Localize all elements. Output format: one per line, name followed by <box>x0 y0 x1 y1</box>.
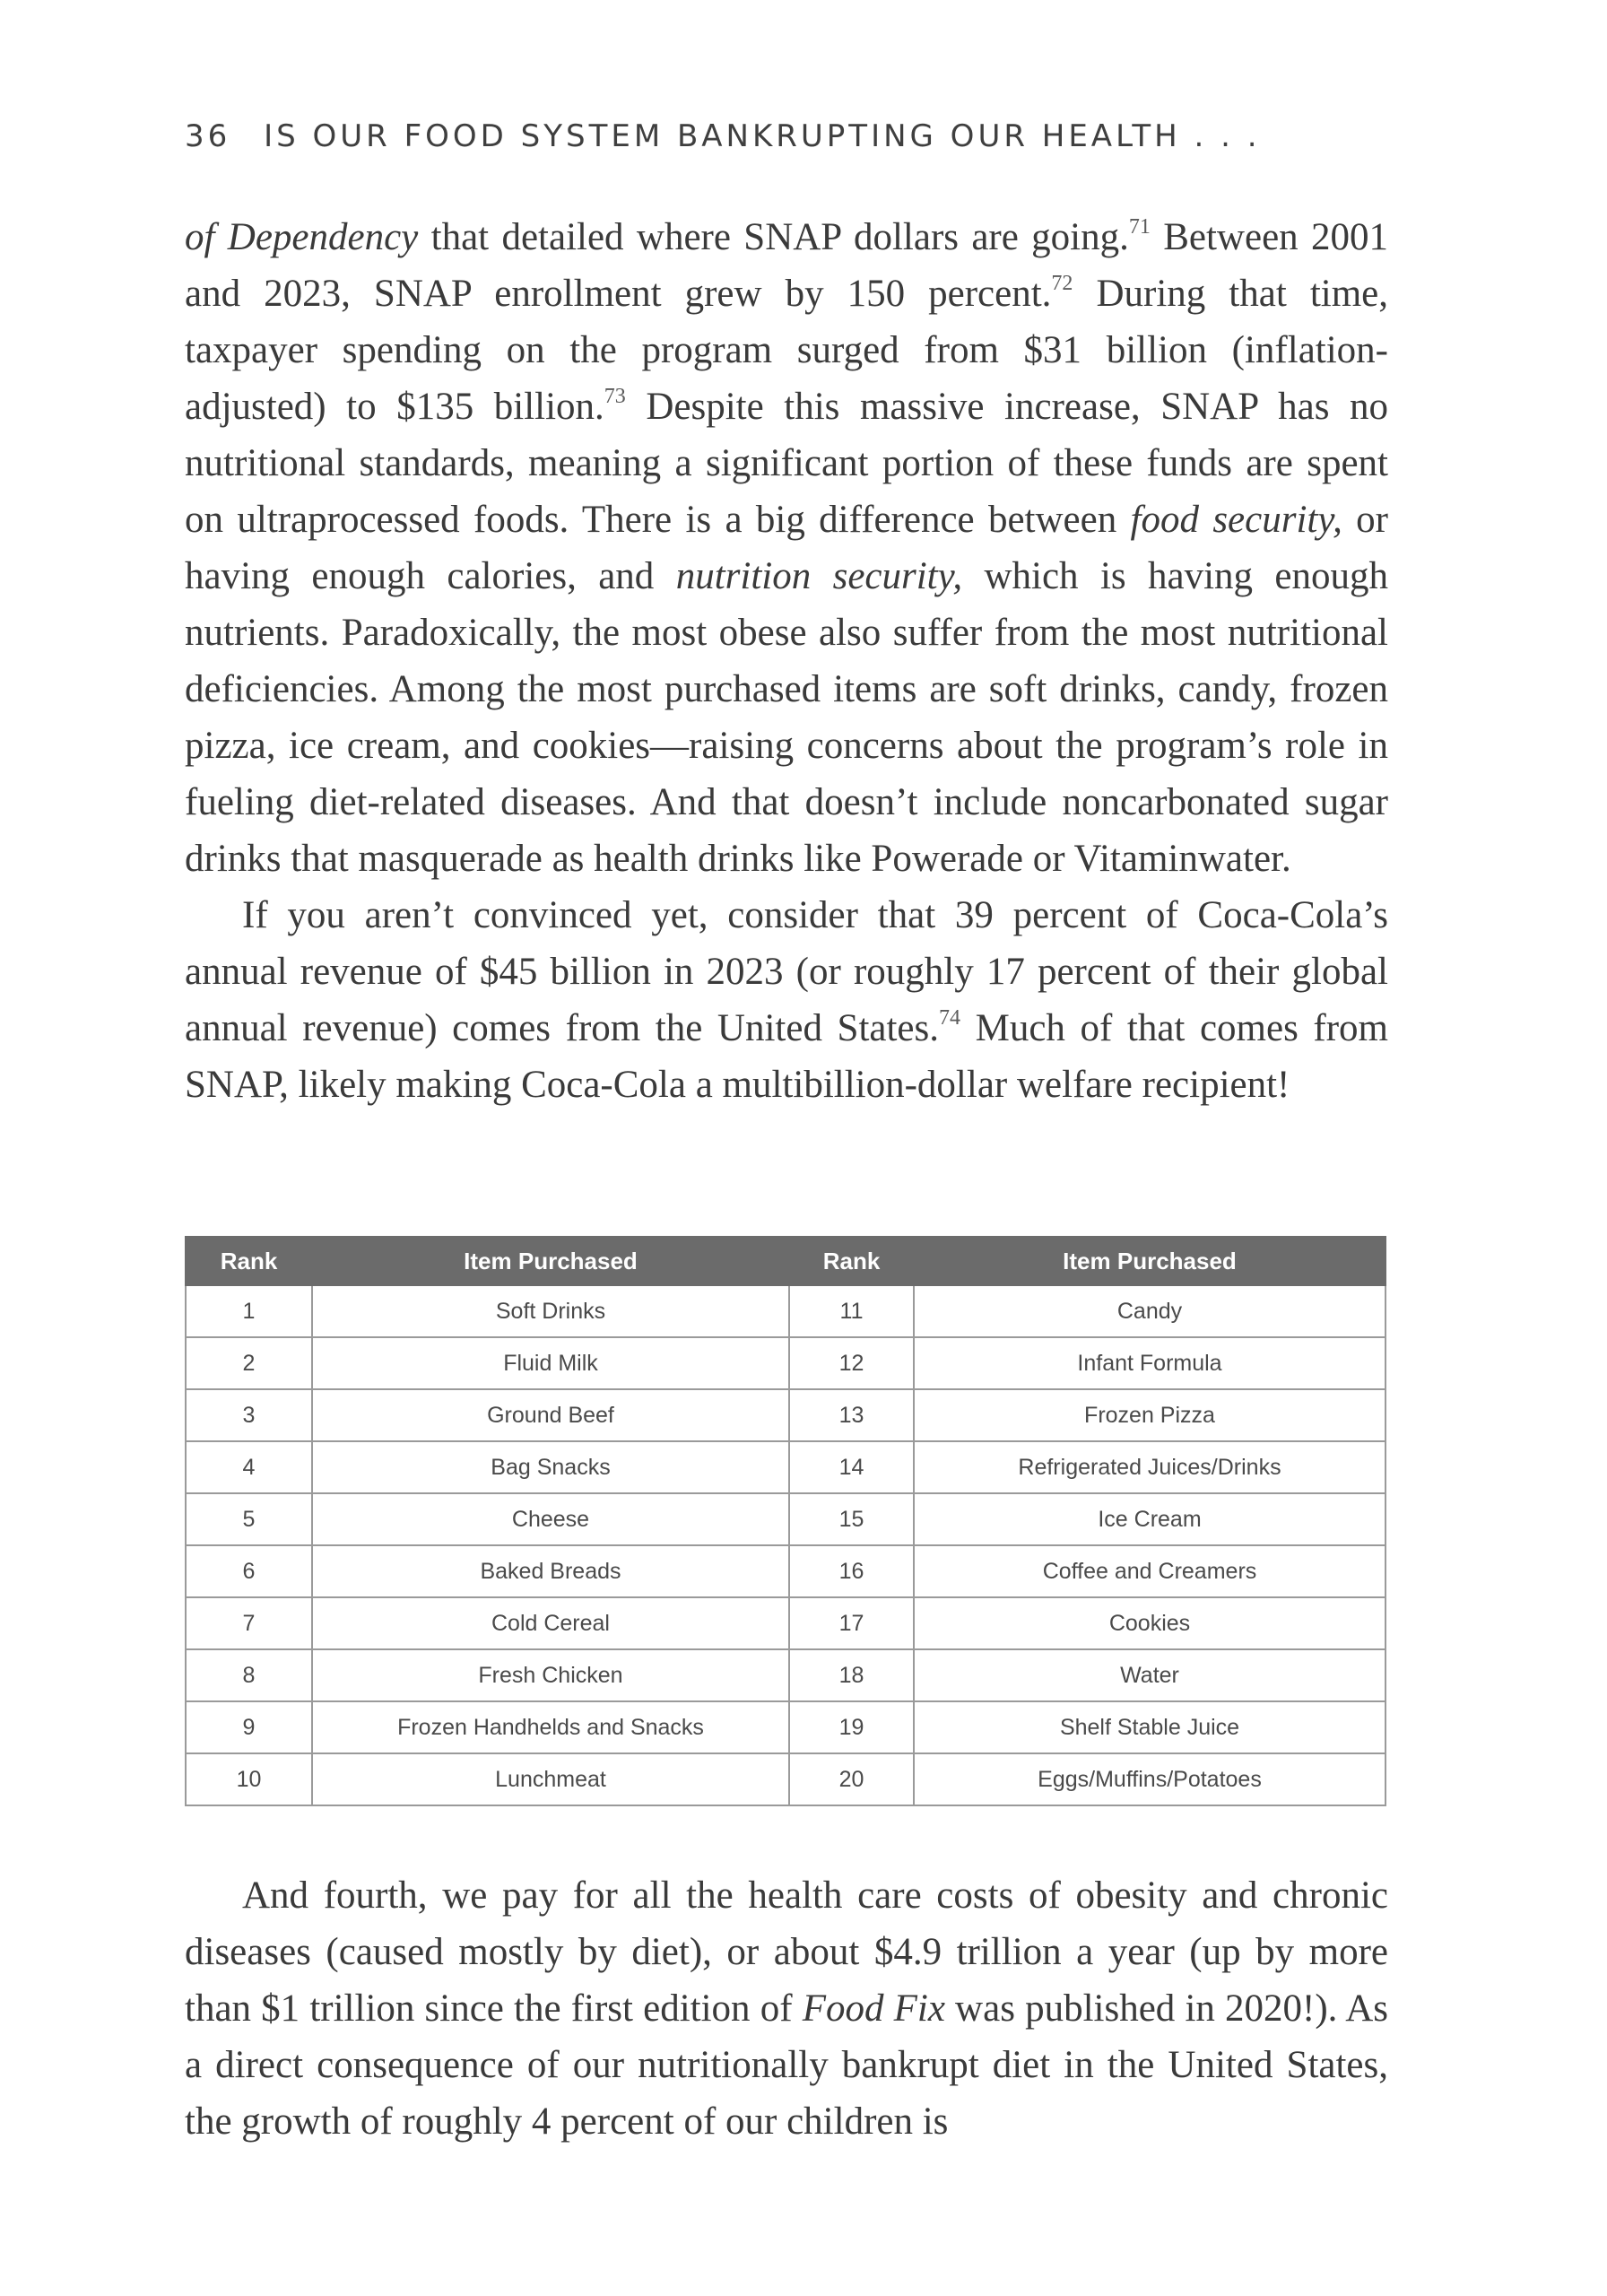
item-cell: Coffee and Creamers <box>914 1545 1385 1597</box>
rank-cell: 4 <box>186 1441 312 1493</box>
paragraph-coca-cola <box>185 887 1388 1113</box>
rank-cell: 3 <box>186 1389 312 1441</box>
header-rank: Rank <box>789 1237 914 1285</box>
rank-cell: 6 <box>186 1545 312 1597</box>
table-row <box>186 1389 1385 1441</box>
footnote-ref-71: 71 <box>1128 215 1151 239</box>
table-body <box>186 1285 1385 1805</box>
table-row <box>186 1753 1385 1805</box>
paragraph-health-care-costs <box>185 1867 1388 2150</box>
snap-items-table-container <box>185 1236 1385 1806</box>
item-cell: Baked Breads <box>312 1545 789 1597</box>
text-run: was published in 2020!). As a direct consequence of our nutritionally bankrupt diet in the United States, the growth of roughly 4 percent of our children is <box>185 1987 1388 2143</box>
item-cell: Frozen Pizza <box>914 1389 1385 1441</box>
item-cell: Infant Formula <box>914 1337 1385 1389</box>
text-run: or having enough calories, and <box>185 499 1388 597</box>
text-run: Despite this massive increase, SNAP has no nutritional standards, meaning a significant portion of these funds are spent on ultraprocessed foods. There is a big difference between <box>185 386 1388 541</box>
text-run: that detailed where SNAP dollars are going. <box>418 216 1129 258</box>
text-run: which is having enough nutrients. Paradoxically, the most obese also suffer from the most nutritional deficiencies. Among the most purchased items are soft drinks, candy, frozen pizza, ice cream, and cookies—raising concerns about the program’s role in fueling diet-related diseases. And that doesn’t include noncarbonated sugar drinks that masquerade as health drinks like Powerade or Vitaminwater. <box>185 555 1388 880</box>
rank-cell: 1 <box>186 1285 312 1337</box>
text-run: Between 2001 and 2023, SNAP enrollment grew by 150 percent. <box>185 216 1388 315</box>
table-row <box>186 1597 1385 1649</box>
item-cell: Eggs/Muffins/Potatoes <box>914 1753 1385 1805</box>
rank-cell: 11 <box>789 1285 914 1337</box>
item-cell: Fluid Milk <box>312 1337 789 1389</box>
rank-cell: 14 <box>789 1441 914 1493</box>
rank-cell: 20 <box>789 1753 914 1805</box>
item-cell: Bag Snacks <box>312 1441 789 1493</box>
header-rank: Rank <box>186 1237 312 1285</box>
header-item-purchased: Item Purchased <box>312 1237 789 1285</box>
italic-food-fix: Food Fix <box>802 1987 945 2030</box>
rank-cell: 13 <box>789 1389 914 1441</box>
item-cell: Cold Cereal <box>312 1597 789 1649</box>
paragraph-snap-spending <box>185 209 1388 887</box>
item-cell: Candy <box>914 1285 1385 1337</box>
item-cell: Ice Cream <box>914 1493 1385 1545</box>
italic-food-security: food security, <box>1130 499 1342 541</box>
table-row <box>186 1701 1385 1753</box>
italic-nutrition-security: nutrition security, <box>675 555 963 597</box>
table-header-row <box>186 1237 1385 1285</box>
rank-cell: 2 <box>186 1337 312 1389</box>
text-run: Much of that comes from SNAP, likely making Coca-Cola a multibillion-dollar welfare recipient! <box>185 1007 1388 1106</box>
table-row <box>186 1285 1385 1337</box>
rank-cell: 12 <box>789 1337 914 1389</box>
table-row <box>186 1493 1385 1545</box>
item-cell: Refrigerated Juices/Drinks <box>914 1441 1385 1493</box>
rank-cell: 7 <box>186 1597 312 1649</box>
item-cell: Ground Beef <box>312 1389 789 1441</box>
footnote-ref-72: 72 <box>1051 272 1073 295</box>
rank-cell: 18 <box>789 1649 914 1701</box>
item-cell: Shelf Stable Juice <box>914 1701 1385 1753</box>
body-text-top <box>185 209 1388 1113</box>
footnote-ref-73: 73 <box>604 385 626 408</box>
item-cell: Cheese <box>312 1493 789 1545</box>
footnote-ref-74: 74 <box>939 1006 960 1030</box>
body-text-bottom <box>185 1867 1388 2150</box>
rank-cell: 19 <box>789 1701 914 1753</box>
text-run: If you aren’t convinced yet, consider that 39 percent of Coca-Cola’s annual revenue of $45 billion in 2023 (or roughly 17 percent of their global annual revenue) comes from the United States. <box>185 894 1388 1049</box>
rank-cell: 9 <box>186 1701 312 1753</box>
rank-cell: 16 <box>789 1545 914 1597</box>
rank-cell: 5 <box>186 1493 312 1545</box>
snap-items-table <box>185 1236 1386 1806</box>
item-cell: Cookies <box>914 1597 1385 1649</box>
table-row <box>186 1545 1385 1597</box>
header-item-purchased: Item Purchased <box>914 1237 1385 1285</box>
table-row <box>186 1441 1385 1493</box>
running-title: IS OUR FOOD SYSTEM BANKRUPTING OUR HEALTH . . . <box>264 118 1261 154</box>
item-cell: Water <box>914 1649 1385 1701</box>
text-run: During that time, taxpayer spending on the program surged from $31 billion (inflation-adjusted) to $135 billion. <box>185 273 1388 428</box>
table-row <box>186 1337 1385 1389</box>
table-row <box>186 1649 1385 1701</box>
item-cell: Frozen Handhelds and Snacks <box>312 1701 789 1753</box>
italic-book-title: of Dependency <box>185 216 419 258</box>
item-cell: Soft Drinks <box>312 1285 789 1337</box>
page-number: 36 <box>185 118 231 154</box>
running-header <box>185 118 1261 154</box>
item-cell: Lunchmeat <box>312 1753 789 1805</box>
text-run: And fourth, we pay for all the health care costs of obesity and chronic diseases (caused mostly by diet), or about $4.9 trillion a year (up by more than $1 trillion since the first edition of <box>185 1874 1388 2030</box>
item-cell: Fresh Chicken <box>312 1649 789 1701</box>
rank-cell: 17 <box>789 1597 914 1649</box>
rank-cell: 10 <box>186 1753 312 1805</box>
rank-cell: 8 <box>186 1649 312 1701</box>
rank-cell: 15 <box>789 1493 914 1545</box>
